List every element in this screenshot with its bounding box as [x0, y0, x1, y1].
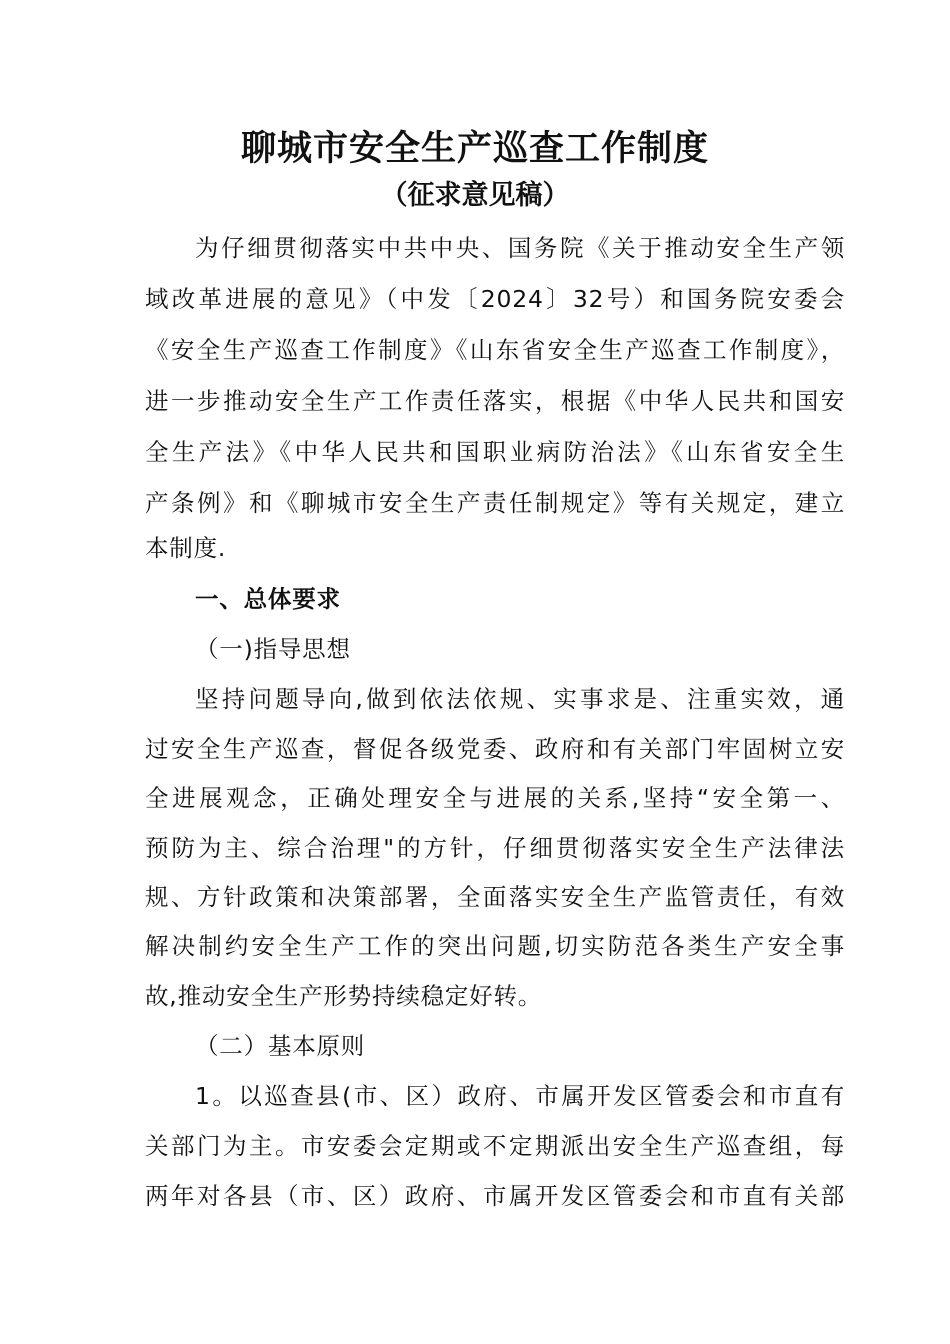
document-subtitle: （征求意见稿）: [380, 180, 570, 211]
paragraph-line: 本制度.: [145, 534, 227, 562]
paragraph-line: 为仔细贯彻落实中共中央、国务院《关于推动安全生产领: [195, 234, 845, 262]
paragraph-line: 解决制约安全生产工作的突出问题,切实防范各类生产安全事: [145, 932, 845, 960]
paragraph-line: 全生产法》《中华人民共和国职业病防治法》《山东省安全生: [145, 438, 845, 466]
paragraph-line: 坚持问题导向,做到依法依规、实事求是、注重实效，通: [195, 685, 845, 713]
paragraph-line: 《安全生产巡查工作制度》《山东省安全生产巡查工作制度》，: [145, 336, 845, 364]
paragraph-line: 过安全生产巡查，督促各级党委、政府和有关部门牢固树立安: [145, 735, 845, 763]
paragraph-line: 全进展观念，正确处理安全与进展的关系,坚持“安全第一、: [145, 784, 845, 812]
section-heading: 一、总体要求: [195, 585, 341, 613]
subsection-heading: （二）基本原则: [195, 1032, 366, 1060]
paragraph-line: 域改革进展的意见》（中发〔2024〕32号）和国务院安委会: [145, 285, 845, 313]
paragraph-line: 两年对各县（市、区）政府、市属开发区管委会和市直有关部: [145, 1182, 845, 1210]
paragraph-line: 产条例》和《聊城市安全生产责任制规定》等有关规定，建立: [145, 489, 845, 517]
paragraph-line: 1。以巡查县(市、区）政府、市属开发区管委会和市直有: [195, 1082, 845, 1110]
paragraph-line: 故,推动安全生产形势持续稳定好转。: [145, 982, 543, 1010]
paragraph-line: 进一步推动安全生产工作责任落实，根据《中华人民共和国安: [145, 387, 845, 415]
paragraph-line: 关部门为主。市安委会定期或不定期派出安全生产巡查组，每: [145, 1132, 845, 1160]
paragraph-line: 预防为主、综合治理"的方针，仔细贯彻落实安全生产法律法: [145, 834, 845, 862]
paragraph-line: 规、方针政策和决策部署，全面落实安全生产监管责任，有效: [145, 883, 845, 911]
document-title: 聊城市安全生产巡查工作制度: [240, 128, 709, 169]
subsection-heading: （一)指导思想: [195, 635, 351, 663]
